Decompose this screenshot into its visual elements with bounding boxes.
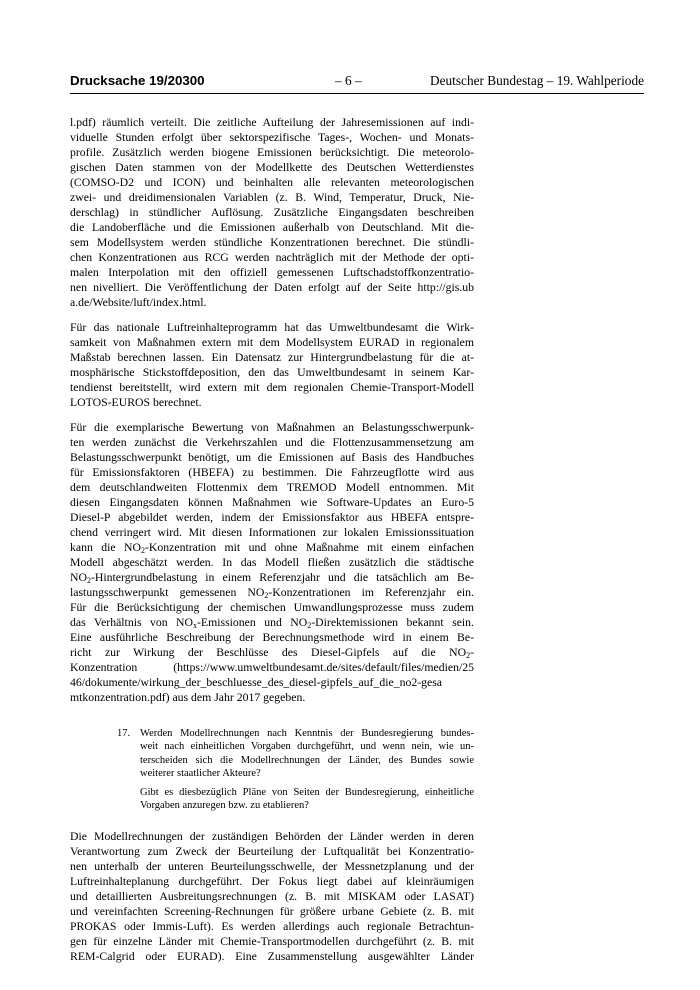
header-divider — [70, 93, 644, 94]
text-fragment: kann die NO — [70, 541, 141, 554]
subscript: 2 — [140, 546, 145, 555]
publisher-label: Deutscher Bundestag – 19. Wahlperiode — [430, 73, 644, 88]
text-line: tendienst bereitstellt, wird extern mit dem regionalen Chemie-Transport-Modell — [70, 381, 474, 394]
text-line: PROKAS oder Immis-Luft). Es werden allerdings auch regionale Betrachtun- — [70, 919, 474, 933]
text-line: Werden Modellrechnungen nach Kenntnis der Bundesregierung bundes- — [140, 728, 474, 739]
paragraph-answer-17 — [70, 829, 474, 964]
text-line: nen unterhalb der unteren Beurteilungsschwelle, der Messnetzplanung und der — [70, 859, 474, 873]
question-number: 17. — [117, 728, 131, 739]
text-line — [70, 645, 474, 660]
text-line: Modell abgeschätzt werden. In das Modell fließen zusätzlich die städtische — [70, 556, 474, 569]
text-line: mtkonzentration.pdf) aus dem Jahr 2017 gegeben. — [70, 691, 306, 704]
page-number: – 6 – — [335, 73, 362, 88]
text-line: l.pdf) räumlich verteilt. Die zeitliche Aufteilung der Jahresemissionen auf indi- — [70, 116, 474, 129]
text-line: REM-Calgrid oder EURAD). Eine Zusammenstellung ausgewählter Länder — [70, 949, 474, 963]
text-fragment: -Hintergrundbelastung in einem Referenzjahr und die tatsächlich am Be- — [90, 571, 474, 584]
text-fragment: NO — [70, 571, 87, 584]
text-line: malen Interpolation mit den offiziell gemessenen Luftschadstoffkonzentratio- — [70, 266, 474, 279]
text-line: zwei- und dreidimensionalen Variablen (z. B. Wind, Temperatur, Druck, Nie- — [70, 191, 474, 204]
page-header — [70, 73, 644, 93]
text-fragment: - — [470, 646, 474, 659]
text-line: Maßstab berechnen lassen. Ein Datensatz zur Hintergrundbelastung für die at- — [70, 351, 474, 364]
text-fragment: lastungsschwerpunkt gemessenen NO — [70, 586, 265, 599]
text-line: diesen Eingangsdaten können Maßnahmen wie Software-Updates an Euro-5 — [70, 496, 474, 509]
text-line: Diesel-P abgebildet werden, indem der Emissionsfaktor aus HBEFA entspre- — [70, 511, 474, 524]
text-line: Für das nationale Luftreinhalteprogramm hat das Umweltbundesamt die Wirk- — [70, 321, 474, 334]
text-fragment: -Emissionen und NO — [197, 616, 308, 629]
paragraph-luftreinhalteprogramm — [70, 320, 474, 410]
text-line: Belastungsschwerpunkt benötigt, um die Emissionen auf Basis des Handbuches — [70, 451, 474, 464]
text-line: gischen Daten stammen von der Modellkette des Deutschen Wetterdienstes — [70, 161, 474, 174]
text-line: weit nach einheitlichen Vorgaben durchgeführt, und wenn nein, wie un- — [140, 741, 474, 753]
text-line: Eine ausführliche Beschreibung der Berechnungsmethode wird in einem Be- — [70, 631, 474, 644]
text-fragment: das Verhältnis von NO — [70, 616, 194, 629]
text-line: weiterer staatlicher Akteure? — [140, 767, 261, 779]
paragraph-belastungsschwerpunkte — [70, 420, 474, 705]
text-line: viduelle Stunden erfolgt über sektorspezifische Tages-, Wochen- und Monats- — [70, 131, 474, 144]
document-body — [70, 115, 474, 974]
text-line: Die Modellrechnungen der zuständigen Behörden der Länder werden in deren — [70, 829, 474, 843]
text-line — [70, 540, 474, 555]
text-line: profile. Zusätzlich werden biogene Emissionen berücksichtigt. Die meteorolo- — [70, 146, 474, 159]
text-line: LOTOS-EUROS berechnet. — [70, 396, 202, 409]
text-line: ten werden zunächst die Verkehrszahlen und die Flottenzusammensetzung am — [70, 436, 474, 449]
text-line: dem deutschlandweiten Flottenmix dem TREMOD Modell entnommen. Mit — [70, 481, 474, 494]
question-followup — [140, 786, 474, 813]
text-line: und detaillierten Ausbreitungsrechnungen (z. B. mit MISKAM oder LASAT) — [70, 889, 474, 903]
text-line: Gibt es diesbezüglich Pläne von Seiten der Bundesregierung, einheitliche — [140, 787, 474, 799]
paragraph-rcg-model — [70, 115, 474, 310]
text-line: gen für einzelne Länder mit Chemie-Transportmodellen durchgeführt (z. B. mit — [70, 934, 474, 948]
text-fragment: -Konzentration mit und ohne Maßnahme mit einem einfachen — [144, 541, 474, 554]
text-line: Konzentration (https://www.umweltbundesamt.de/sites/default/files/medien/25 — [70, 661, 474, 674]
text-fragment: richt zur Wirkung der Beschlüsse des Diesel-Gipfels auf die NO — [70, 646, 467, 659]
question-text — [140, 727, 474, 780]
text-line: Für die exemplarische Bewertung von Maßnahmen an Belastungsschwerpunk- — [70, 421, 474, 434]
text-line: und vereinfachten Screening-Rechnungen für größere urbane Gebiete (z. B. mit — [70, 904, 474, 918]
text-line: derschlag) in stündlicher Auflösung. Zusätzliche Eingangsdaten beschreiben — [70, 206, 474, 219]
document-number: Drucksache 19/20300 — [70, 73, 205, 88]
text-line: für Emissionsfaktoren (HBEFA) zu bestimmen. Die Fahrzeugflotte wird aus — [70, 466, 474, 479]
subscript: 2 — [86, 576, 91, 585]
text-fragment: -Konzentrationen im Referenzjahr ein. — [268, 586, 474, 599]
text-line: mosphärische Stickstoffdeposition, den das Umweltbundesamt in seinem Kar- — [70, 366, 474, 379]
question-17 — [70, 727, 474, 813]
text-line — [70, 585, 474, 600]
subscript: x — [193, 621, 198, 630]
text-line: terscheiden sich die Modellrechnungen der Länder, des Bundes sowie — [140, 754, 474, 766]
text-line: sem Modellsystem werden stündliche Konzentrationen berechnet. Die stündli- — [70, 236, 474, 249]
text-line: Vorgaben anzuregen bzw. zu etablieren? — [140, 800, 309, 812]
text-line: Verantwortung zum Zweck der Beurteilung der Luftqualität bei Konzentratio- — [70, 844, 474, 858]
text-line: samkeit von Maßnahmen extern mit dem Modellsystem EURAD in regionalem — [70, 336, 474, 349]
text-line: die Landoberfläche und die Emissionen außerhalb von Deutschland. Mit die- — [70, 221, 474, 234]
text-line: a.de/Website/luft/index.html. — [70, 296, 207, 309]
text-fragment: -Direktemissionen bekannt sein. — [311, 616, 474, 629]
subscript: 2 — [264, 591, 269, 600]
subscript: 2 — [307, 621, 312, 630]
subscript: 2 — [466, 651, 471, 660]
text-line: nen nivelliert. Die Veröffentlichung der Daten erfolgt auf der Seite http://gis.ub — [70, 281, 474, 294]
text-line: 46/dokumente/wirkung_der_beschluesse_des_diesel-gipfels_auf_die_no2-gesa — [70, 676, 442, 689]
text-line: Für die Berücksichtigung der chemischen Umwandlungsprozesse muss zudem — [70, 601, 474, 614]
text-line — [70, 615, 474, 630]
text-line — [70, 570, 474, 585]
text-line: Luftreinhalteplanung durchgeführt. Der Fokus liegt dabei auf kleinräumigen — [70, 874, 474, 888]
text-line: chen Konzentrationen aus RCG werden nachträglich mit der Methode der opti- — [70, 251, 474, 264]
text-line: chend verringert wird. Mit diesen Informationen zur lokalen Emissionssituation — [70, 526, 474, 539]
text-line: (COMSO-D2 und ICON) und beinhalten alle relevanten meteorologischen — [70, 176, 474, 189]
